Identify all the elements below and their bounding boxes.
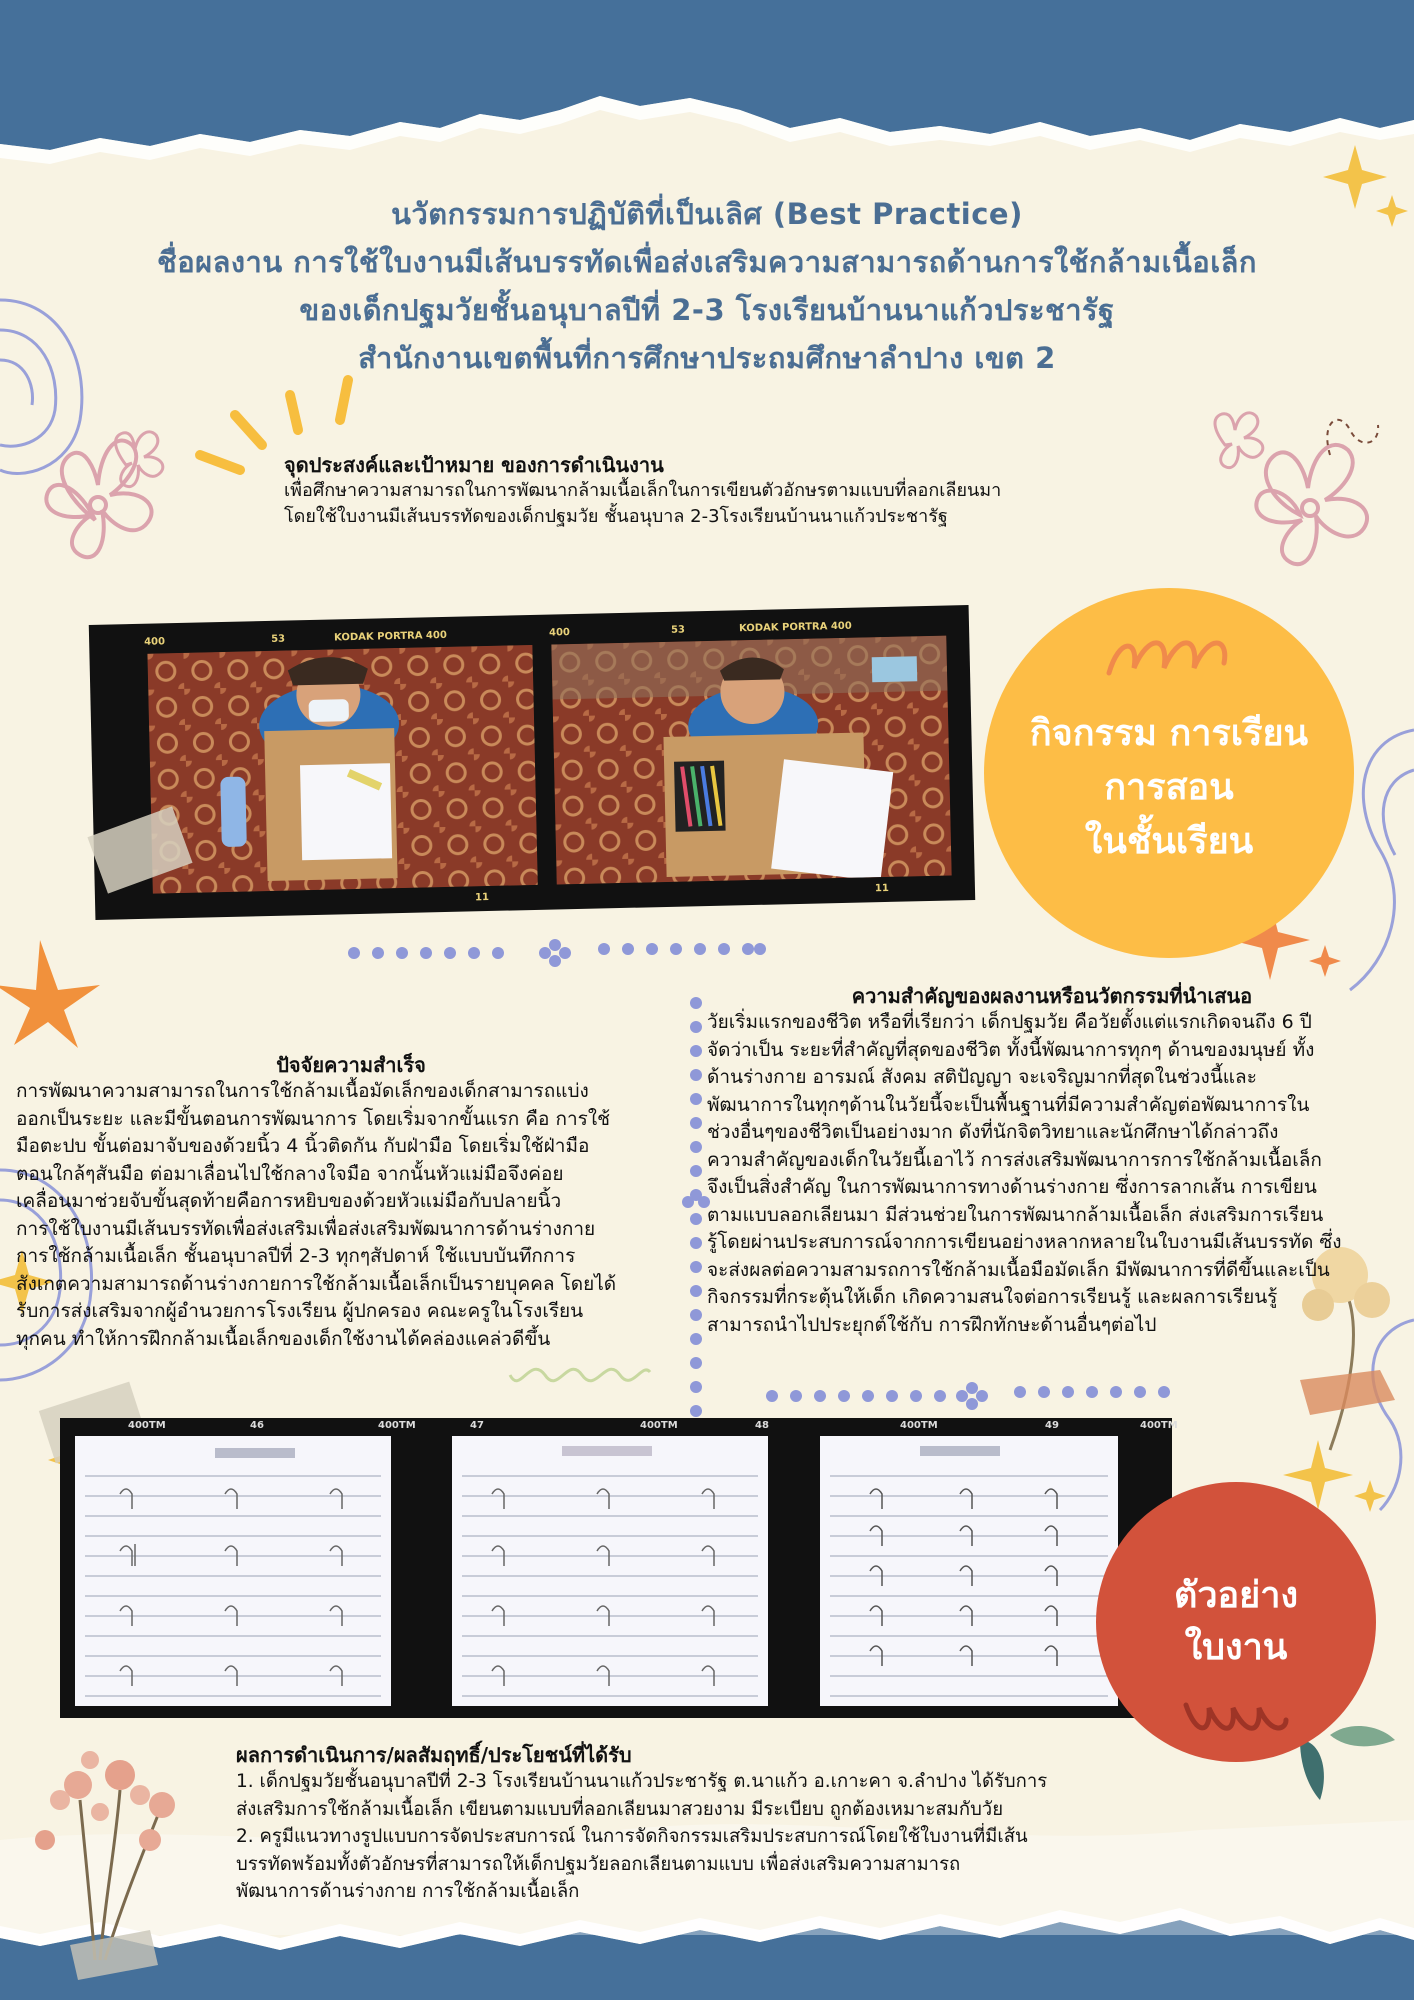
film-label-11: 11 [474,892,490,904]
importance-line: ด้านร่างกาย อารมณ์ สังคม สติปัญญา จะเจริญมากที่สุดในช่วงนี้และ [707,1066,1257,1088]
importance-line: จัดว่าเป็น ระยะที่สำคัญที่สุดของชีวิต ทั้งนี้พัฒนาการทุกๆ ด้านของมนุษย์ ทั้ง [707,1038,1315,1061]
film-label-400: 400 [144,636,166,648]
worksheet-badge-line-1: ตัวอย่าง [1173,1575,1299,1616]
success-line: สังเกตความสามารถด้านร่างกายการใช้กล้ามเนื้อเล็กเป็นรายบุคคล โดยได้ [16,1272,617,1295]
results-heading: ผลการดำเนินการ/ผลสัมฤทธิ์/ประโยชน์ที่ได้รับ [236,1743,632,1767]
title-line-1: นวัตกรรมการปฏิบัติที่เป็นเลิศ (Best Practice) [391,197,1023,231]
activity-badge-line-3: ในชั้นเรียน [1084,821,1254,862]
film-label-tm: 400TM [128,1420,166,1431]
title-line-2: ชื่อผลงาน การใช้ใบงานมีเส้นบรรทัดเพื่อส่งเสริมความสามารถด้านการใช้กล้ามเนื้อเล็ก [157,245,1257,279]
results-line: 2. ครูมีแนวทางรูปแบบการจัดประสบการณ์ ในการจัดกิจกรรมเสริมประสบการณ์โดยใช้ใบงานที่มีเส้น [236,1826,1028,1847]
film-label-kodak: KODAK PORTRA 400 [333,629,448,644]
success-line: เคลื่อนมาช่วยจับขั้นสุดท้ายคือการหยิบของด้วยหัวแม่มือกับปลายนิ้ว [16,1190,562,1212]
film-label-53b: 53 [670,624,686,636]
importance-line: ตามแบบลอกเลียนมา มีส่วนช่วยในการพัฒนากล้ามเนื้อเล็ก ส่งเสริมการเรียน [707,1203,1324,1226]
classroom-photo-2 [551,636,951,885]
worksheet-film-strip [60,1418,1178,1718]
film-label-tm-3: 400TM [640,1420,678,1431]
classroom-photo-1 [147,645,537,894]
importance-section [707,983,1407,1339]
results-line: บรรทัดพร้อมทั้งตัวอักษรที่สามารถให้เด็กปฐมวัยลอกเลียนตามแบบ เพื่อส่งเสริมความสามารถ [236,1853,961,1875]
importance-line: จึงเป็นสิ่งสำคัญ ในการพัฒนาการทางด้านร่างกาย ซึ่งการลากเส้น การเขียน [707,1176,1317,1198]
importance-line: จะส่งผลต่อความสามรถการใช้กล้ามเนื้อมือมัดเล็ก มีพัฒนาการที่ดีขึ้นและเป็น [707,1258,1330,1281]
film-label-400b: 400 [548,627,571,639]
success-section [16,1052,686,1353]
title-line-3: ของเด็กปฐมวัยชั้นอนุบาลปีที่ 2-3 โรงเรียนบ้านนาแก้วประชารัฐ [299,293,1115,327]
success-heading: ปัจจัยความสำเร็จ [276,1053,426,1077]
worksheet-badge-line-2: ใบงาน [1184,1627,1288,1668]
importance-line: รู้โดยผ่านประสบการณ์จากการเขียนอย่างหลากหลายในใบงานมีเส้นบรรทัด ซึ่ง [707,1231,1342,1253]
importance-line: พัฒนาการในทุกๆด้านในวัยนี้จะเป็นพื้นฐานที่มีความสำคัญต่อพัฒนาการใน [707,1093,1310,1116]
scribble-decoration [1104,628,1234,688]
scribble-decoration [1181,1690,1291,1740]
film-label-tm-4: 400TM [900,1420,938,1431]
success-line: รับการส่งเสริมจากผู้อำนวยการโรงเรียน ผู้ปกครอง คณะครูในโรงเรียน [16,1300,584,1322]
importance-line: ช่วงอื่นๆของชีวิตเป็นอย่างมาก ดังที่นักจิตวิทยาและนักศึกษาได้กล่าวถึง [707,1121,1279,1143]
objective-heading: จุดประสงค์และเป้าหมาย ของการดำเนินงาน [284,453,664,477]
objective-line-2: โดยใช้ใบงานมีเส้นบรรทัดของเด็กปฐมวัย ชั้นอนุบาล 2-3โรงเรียนบ้านนาแก้วประชารัฐ [284,506,948,527]
film-label-11b: 11 [874,882,889,895]
activity-badge-line-1: กิจกรรม การเรียน [1029,713,1309,754]
success-line: การใช้ใบงานมีเส้นบรรทัดเพื่อส่งเสริมเพื่อส่งเสริมพัฒนาการด้านร่างกาย [16,1217,596,1240]
objective-section [284,452,1164,530]
worksheet-photo-3 [820,1436,1118,1706]
film-label-53: 53 [271,633,286,645]
film-label-49: 49 [1045,1420,1059,1431]
title-line-4: สำนักงานเขตพื้นที่การศึกษาประถมศึกษาลำปาง เขต 2 [358,341,1056,375]
importance-line: ความสำคัญของเด็กในวัยนี้เอาไว้ การส่งเสริมพัฒนาการการใช้กล้ามเนื้อเล็ก [707,1148,1322,1171]
classroom-film-strip [89,605,975,920]
importance-line: กิจกรรมที่กระตุ้นให้เด็ก เกิดความสนใจต่อการเรียนรู้ และผลการเรียนรู้ [707,1286,1278,1308]
worksheet-badge [1096,1482,1376,1762]
importance-heading: ความสำคัญของผลงานหรือนวัตกรรมที่นำเสนอ [851,984,1253,1008]
poster-title [60,190,1354,382]
results-section [236,1742,1176,1906]
film-label-47: 47 [470,1420,484,1431]
success-line: ทุกคน ทำให้การฝึกกล้ามเนื้อเล็กของเด็กใช้งานได้คล่องแคล่วดีขึ้น [16,1327,551,1350]
results-line: ส่งเสริมการใช้กล้ามเนื้อเล็ก เขียนตามแบบที่ลอกเลียนมาสวยงาม มีระเบียบ ถูกต้องเหมาะสมกับวัย [236,1798,1004,1820]
success-line: การใช้กล้ามเนื้อเล็ก ชั้นอนุบาลปีที่ 2-3 ทุกๆสัปดาห์ ใช้แบบบันทึกการ [16,1245,576,1267]
success-line: ตอนใกล้ๆสันมือ ต่อมาเลื่อนไปใช้กลางใจมือ จากนั้นหัวแม่มือจึงค่อย [16,1162,564,1185]
importance-line: วัยเริ่มแรกของชีวิต หรือที่เรียกว่า เด็กปฐมวัย คือวัยตั้งแต่แรกเกิดจนถึง 6 ปี [707,1011,1312,1033]
film-label-48: 48 [755,1420,769,1431]
objective-line-1: เพื่อศึกษาความสามารถในการพัฒนากล้ามเนื้อเล็กในการเขียนตัวอักษรตามแบบที่ลอกเลียนมา [284,480,1002,501]
results-line: พัฒนาการด้านร่างกาย การใช้กล้ามเนื้อเล็ก [236,1881,580,1902]
results-line: 1. เด็กปฐมวัยชั้นอนุบาลปีที่ 2-3 โรงเรียนบ้านนาแก้วประชารัฐ ต.นาแก้ว อ.เกาะคา จ.ลำปาง ได้รับการ [236,1771,1048,1792]
success-line: การพัฒนาความสามารถในการใช้กล้ามเนื้อมัดเล็กของเด็กสามารถแบ่ง [16,1080,589,1102]
success-line: ออกเป็นระยะ และมีขั้นตอนการพัฒนาการ โดยเริ่มจากขั้นแรก คือ การใช้ [16,1107,611,1130]
activity-badge [984,588,1354,958]
film-label-tm-5: 400TM [1140,1420,1178,1431]
film-label-tm-2: 400TM [378,1420,416,1431]
activity-badge-line-2: การสอน [1104,767,1234,808]
film-label-kodak-b: KODAK PORTRA 400 [738,620,852,635]
importance-line: สามารถนำไปประยุกต์ใช้กับ การฝึกทักษะด้านอื่นๆต่อไป [707,1313,1157,1336]
worksheet-photo-1 [75,1436,391,1706]
worksheet-photo-2 [452,1436,768,1706]
film-label-46: 46 [250,1420,264,1431]
success-line: มือตะปบ ขั้นต่อมาจับของด้วยนิ้ว 4 นิ้วติดกัน กับฝ่ามือ โดยเริ่มใช้ฝ่ามือ [16,1135,590,1157]
